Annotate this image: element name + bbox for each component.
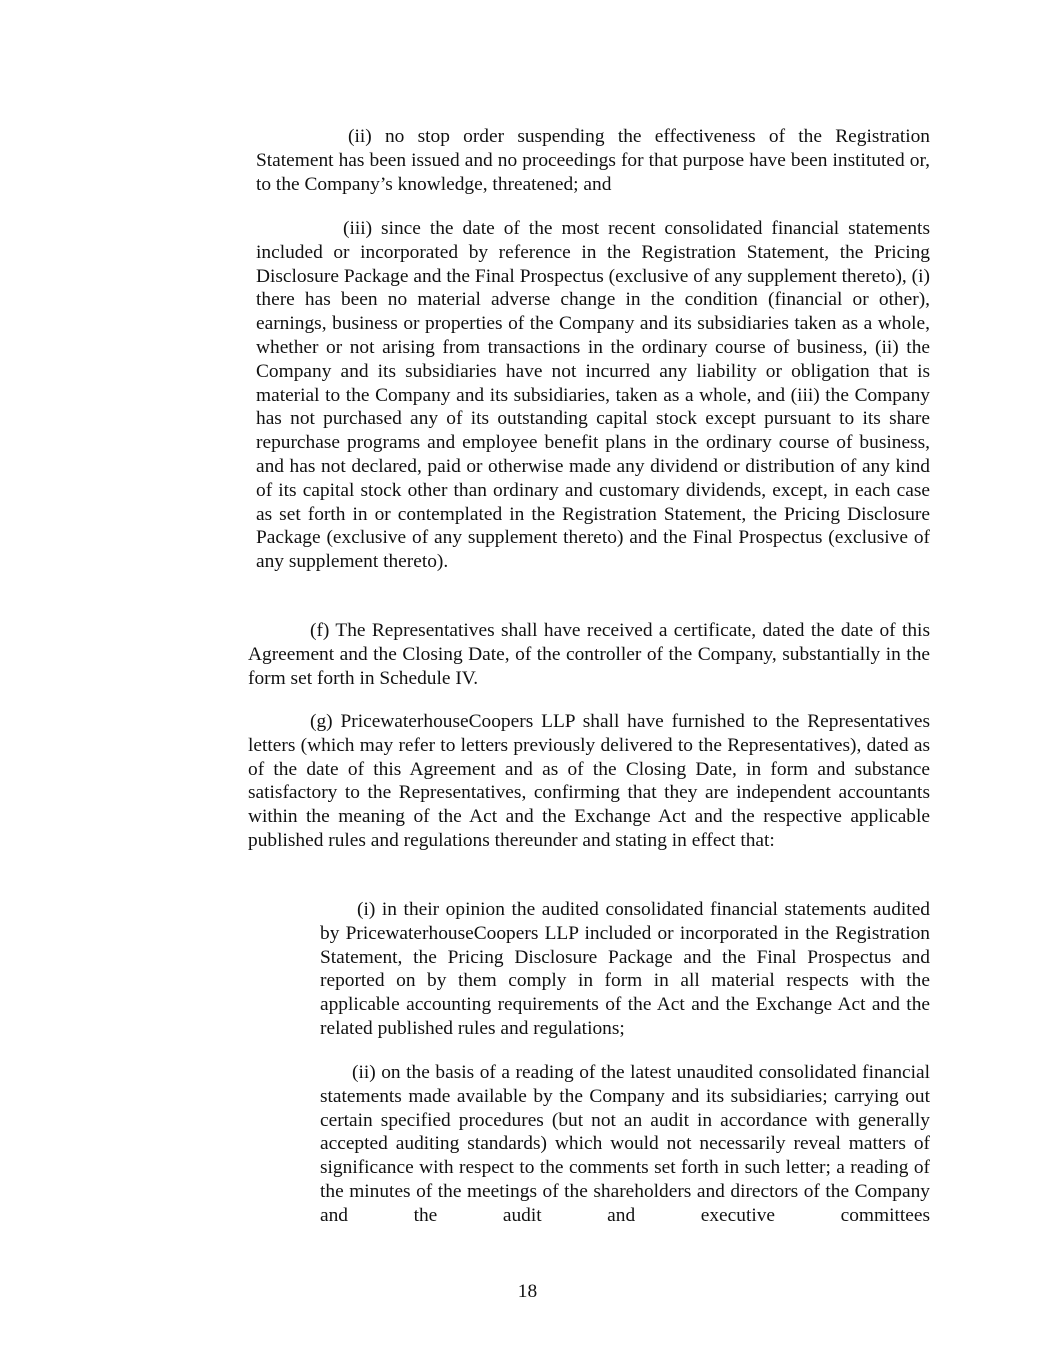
paragraph-clause-g-i: (i) in their opinion the audited consolidated financial statements audited by PricewaterhouseCoopers LLP included or incorporated in the Registration Statement, the Pricing Disclosure Package and the Final Prospectus and reported on by them comply in form in all material respects with the applicable accounting requirements of the Act and the Exchange Act and the related published rules and regulations; xyxy=(320,899,930,1039)
paragraph-clause-e-iii: (iii) since the date of the most recent consolidated financial statements included or incorporated by reference in the Registration Statement, the Pricing Disclosure Package and the Final Prospectus (exclusive of any supplement thereto), (i) there has been no material adverse change in the condition (financial or other), earnings, business or properties of the Company and its subsidiaries taken as a whole, whether or not arising from transactions in the ordinary course of business, (ii) the Company and its subsidiaries have not incurred any liability or obligation that is material to the Company and its subsidiaries, taken as a whole, and (iii) the Company has not purchased any of its outstanding capital stock except pursuant to its share repurchase programs and employee benefit plans in the ordinary course of business, and has not declared, paid or otherwise made any dividend or distribution of any kind of its capital stock other than ordinary and customary dividends, except, in each case as set forth in or contemplated in the Registration Statement, the Pricing Disclosure Package (exclusive of any supplement thereto) and the Final Prospectus (exclusive of any supplement thereto). xyxy=(256,218,930,573)
paragraph-clause-e-ii: (ii) no stop order suspending the effectiveness of the Registration Statement has been issued and no proceedings for that purpose have been instituted or, to the Company’s knowledge, threatened; and xyxy=(256,126,930,195)
page-number: 18 xyxy=(517,1281,538,1302)
paragraph-clause-f: (f) The Representatives shall have received a certificate, dated the date of this Agreement and the Closing Date, of the controller of the Company, substantially in the form set forth in Schedule IV. xyxy=(248,620,930,689)
paragraph-clause-g: (g) PricewaterhouseCoopers LLP shall have furnished to the Representatives letters (which may refer to letters previously delivered to the Representatives), dated as of the date of this Agreement and as of the Closing Date, in form and substance satisfactory to the Representatives, confirming that they are independent accountants within the meaning of the Act and the Exchange Act and the respective applicable published rules and regulations thereunder and stating in effect that: xyxy=(248,711,930,851)
paragraph-clause-g-ii: (ii) on the basis of a reading of the latest unaudited consolidated financial statements made available by the Company and its subsidiaries; carrying out certain specified procedures (but not an audit in accordance with generally accepted auditing standards) which would not necessarily reveal matters of significance with respect to the comments set forth in such letter; a reading of the minutes of the meetings of the shareholders and directors of the Company and the audit and executive committees xyxy=(320,1062,930,1226)
